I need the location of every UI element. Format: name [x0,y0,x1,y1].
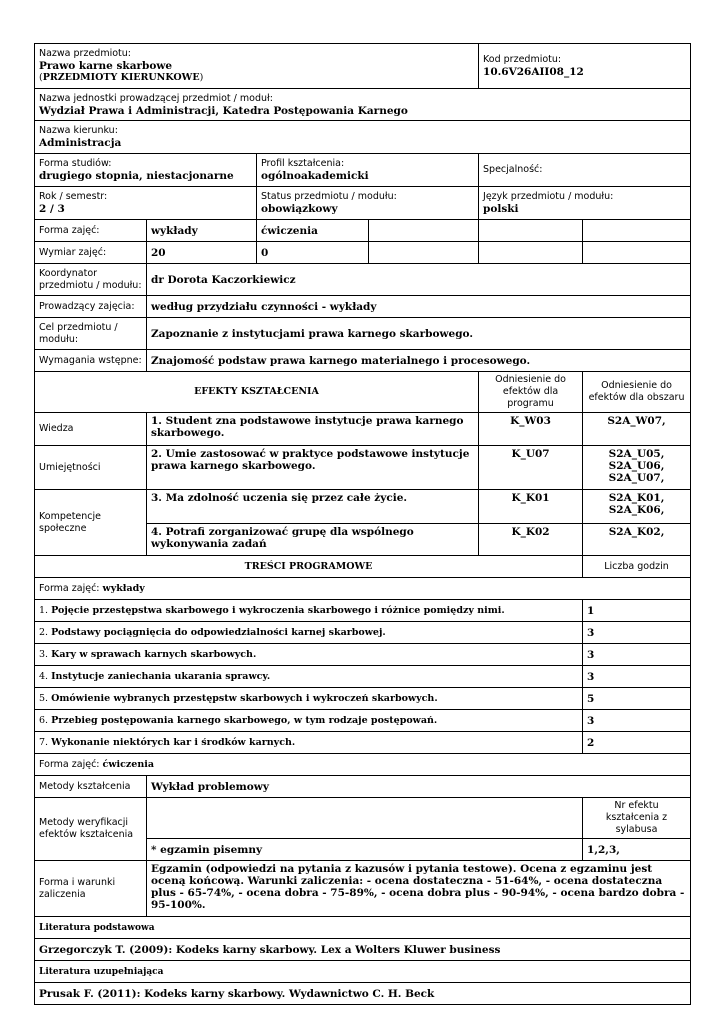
profile-value: ogólnoakademicki [261,170,369,182]
subject-cell [35,44,479,89]
class-form-row [35,220,691,242]
topic-text: 3. Kary w sprawach karnych skarbowych. [35,644,583,666]
outcome-program-ref: K_W03 [479,413,583,446]
specialty-cell [479,154,691,187]
class-form-lectures: wykłady [147,220,257,242]
topic-text: 4. Instytucje zaniechania ukarania sprawcy. [35,666,583,688]
outcome-category-knowledge: Wiedza [35,413,147,446]
year-cell [35,187,257,220]
subject-name: Prawo karne skarbowe [39,60,173,72]
content-topic-row [35,710,691,732]
status-label: Status przedmiotu / modułu: [261,191,397,202]
syllabus-sheet [34,43,690,1005]
profile-label: Profil kształcenia: [261,158,345,169]
language-label: Język przedmiotu / modułu: [483,191,614,202]
year-row [35,187,691,220]
outcome-row [35,446,691,490]
outcome-row [35,490,691,524]
topic-hours: 3 [583,666,691,688]
content-topic-row [35,644,691,666]
content-form-lectures: Forma zajęć: wykłady [35,578,691,600]
class-hours-empty-3 [583,242,691,264]
class-hours-lectures: 20 [147,242,257,264]
methods-label: Metody kształcenia [35,776,147,798]
status-cell [257,187,479,220]
language-cell [479,187,691,220]
subject-group: (PRZEDMIOTY KIERUNKOWE) [39,72,204,83]
year-value: 2 / 3 [39,203,65,215]
class-form-exercises: ćwiczenia [257,220,369,242]
methods-value: Wykład problemowy [147,776,691,798]
language-value: polski [483,203,519,215]
unit-row [35,89,691,121]
literature-extra-value: Prusak F. (2011): Kodeks karny skarbowy. Wydawnictwo C. H. Beck [35,983,691,1005]
outcome-area-ref: S2A_U05, S2A_U06, S2A_U07, [583,446,691,490]
literature-extra-label: Literatura uzupełniająca [35,961,691,983]
literature-basic-header-row [35,917,691,939]
assessment-value: Egzamin (odpowiedzi na pytania z kazusów i pytania testowe). Ocena z egzaminu jest oceną końcową. Warunki zaliczenia: - ocena dostateczna - 51-64%, - ocena dostateczna plus - 65-74%, - ocena dobra - 75-89%, - ocena dobra plus - 90-94%, - ocena bardzo dobra - 95-100%. [147,861,691,917]
topic-hours: 3 [583,622,691,644]
content-form-exercises: Forma zajęć: ćwiczenia [35,754,691,776]
code-cell [479,44,691,89]
literature-basic-value: Grzegorczyk T. (2009): Kodeks karny skarbowy. Lex a Wolters Kluwer business [35,939,691,961]
content-topic-row [35,666,691,688]
topic-hours: 2 [583,732,691,754]
coordinator-value: dr Dorota Kaczorkiewicz [147,264,691,296]
status-value: obowiązkowy [261,203,338,215]
unit-value: Wydział Prawa i Administracji, Katedra Postępowania Karnego [39,104,408,117]
unit-label: Nazwa jednostki prowadzącej przedmiot / moduł: [39,92,273,104]
subject-label: Nazwa przedmiotu: [39,48,131,59]
syllabus-table [34,43,691,1005]
topic-hours: 1 [583,600,691,622]
goal-row [35,318,691,350]
outcome-row [35,413,691,446]
content-topic-row [35,688,691,710]
class-hours-exercises: 0 [257,242,369,264]
topic-text: 7. Wykonanie niektórych kar i środków karnych. [35,732,583,754]
content-topic-row [35,732,691,754]
verification-row [35,798,691,839]
class-form-empty-3 [583,220,691,242]
verification-label: Metody weryfikacji efektów kształcenia [35,798,147,861]
code-label: Kod przedmiotu: [483,54,562,65]
study-form-cell [35,154,257,187]
topic-hours: 3 [583,644,691,666]
content-hours-label: Liczba godzin [583,556,691,578]
outcome-text: 3. Ma zdolność uczenia się przez całe życie. [147,490,479,524]
subject-row [35,44,691,89]
field-label: Nazwa kierunku: [39,125,118,136]
outcome-area-ref: S2A_K02, [583,524,691,556]
prereq-row [35,350,691,372]
outcome-program-ref: K_K02 [479,524,583,556]
topic-text: 1. Pojęcie przestępstwa skarbowego i wykroczenia skarbowego i różnice pomiędzy nimi. [35,600,583,622]
coordinator-label: Koordynator przedmiotu / modułu: [35,264,147,296]
verification-empty [147,798,583,839]
field-cell [35,121,691,154]
outcome-text: 4. Potrafi zorganizować grupę dla wspólnego wykonywania zadań [147,524,479,556]
year-label: Rok / semestr: [39,191,108,202]
content-topic-row [35,600,691,622]
field-value: Administracja [39,137,122,149]
literature-extra-row [35,983,691,1005]
study-row [35,154,691,187]
verification-refs: 1,2,3, [583,839,691,861]
literature-basic-label: Literatura podstawowa [35,917,691,939]
class-form-label: Forma zajęć: [35,220,147,242]
outcome-area-ref: S2A_K01, S2A_K06, [583,490,691,524]
topic-text: 5. Omówienie wybranych przestępstw skarbowych i wykroczeń skarbowych. [35,688,583,710]
class-hours-row [35,242,691,264]
code-value: 10.6V26AII08_12 [483,66,584,78]
content-topic-row [35,622,691,644]
lecturers-value: według przydziału czynności - wykłady [147,296,691,318]
methods-row [35,776,691,798]
outcome-area-ref: S2A_W07, [583,413,691,446]
profile-cell [257,154,479,187]
outcome-text: 1. Student zna podstawowe instytucje prawa karnego skarbowego. [147,413,479,446]
outcomes-title: EFEKTY KSZTAŁCENIA [35,372,479,413]
class-form-empty-2 [479,220,583,242]
verification-col-label: Nr efektu kształcenia z sylabusa [583,798,691,839]
content-header-row [35,556,691,578]
outcome-category-skills: Umiejętności [35,446,147,490]
outcome-category-social: Kompetencje społeczne [35,490,147,556]
class-hours-empty-2 [479,242,583,264]
outcome-text: 2. Umie zastosować w praktyce podstawowe instytucje prawa karnego skarbowego. [147,446,479,490]
prereq-label: Wymagania wstępne: [35,350,147,372]
class-hours-empty-1 [369,242,479,264]
outcome-program-ref: K_K01 [479,490,583,524]
lecturers-row [35,296,691,318]
topic-hours: 3 [583,710,691,732]
goal-label: Cel przedmiotu / modułu: [35,318,147,350]
class-form-empty-1 [369,220,479,242]
outcomes-col-area: Odniesienie do efektów dla obszaru [583,372,691,413]
literature-extra-header-row [35,961,691,983]
study-form-label: Forma studiów: [39,158,112,169]
assessment-label: Forma i warunki zaliczenia [35,861,147,917]
content-form-row [35,754,691,776]
topic-hours: 5 [583,688,691,710]
verification-method: * egzamin pisemny [147,839,583,861]
topic-text: 6. Przebieg postępowania karnego skarbowego, w tym rodzaje postępowań. [35,710,583,732]
outcomes-col-program: Odniesienie do efektów dla programu [479,372,583,413]
outcome-program-ref: K_U07 [479,446,583,490]
specialty-label: Specjalność: [483,164,543,175]
content-title: TREŚCI PROGRAMOWE [35,556,583,578]
assessment-row [35,861,691,917]
literature-basic-row [35,939,691,961]
lecturers-label: Prowadzący zajęcia: [35,296,147,318]
field-row [35,121,691,154]
class-hours-label: Wymiar zajęć: [35,242,147,264]
study-form-value: drugiego stopnia, niestacjonarne [39,170,234,182]
unit-cell [35,89,691,121]
topic-text: 2. Podstawy pociągnięcia do odpowiedzialności karnej skarbowej. [35,622,583,644]
outcomes-header-row [35,372,691,413]
coordinator-row [35,264,691,296]
prereq-value: Znajomość podstaw prawa karnego materialnego i procesowego. [147,350,691,372]
goal-value: Zapoznanie z instytucjami prawa karnego skarbowego. [147,318,691,350]
content-form-row [35,578,691,600]
